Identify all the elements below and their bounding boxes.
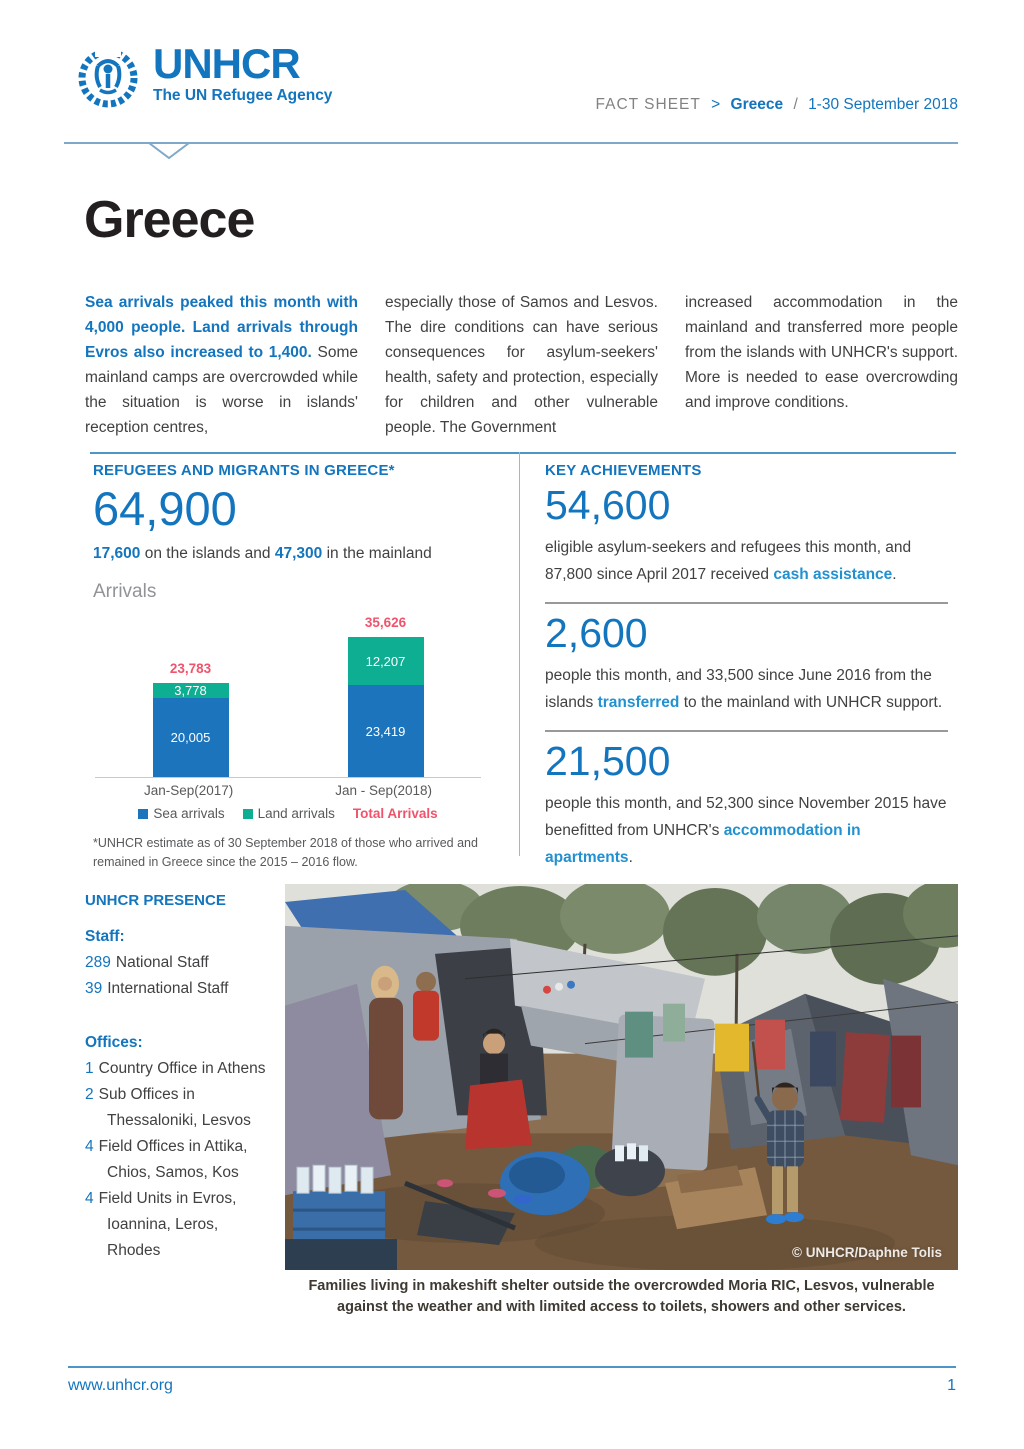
page-title: Greece [84, 191, 255, 249]
caption-line-2: against the weather and with limited access to toilets, showers and other services. [337, 1299, 906, 1315]
unhcr-logo [76, 40, 333, 108]
bar-segment-land-arrivals: 3,778 [153, 683, 229, 698]
intro-col1-rest: Some mainland camps are overcrowded while the situation is worse in islands' reception centres, [85, 344, 358, 436]
stats-top-divider [90, 452, 956, 454]
x-axis-label: Jan - Sep(2018) [335, 783, 433, 798]
mainland-text: in the mainland [322, 545, 432, 562]
office-count: 4 [85, 1190, 94, 1207]
achievement-text-after: to the mainland with UNHCR support. [679, 694, 943, 712]
presence-heading: UNHCR PRESENCE [85, 892, 226, 909]
office-label-cont: Ioannina, Leros, [107, 1216, 219, 1233]
breadcrumb-doc-type: FACT SHEET [595, 96, 701, 113]
legend-swatch-land [243, 809, 253, 819]
arrivals-chart [93, 607, 483, 821]
office-count: 1 [85, 1060, 94, 1077]
cash-assistance-link[interactable]: cash assistance [773, 566, 893, 584]
arrivals-chart-categories [93, 778, 483, 798]
achievement-text-after: . [628, 849, 633, 867]
achievement-text-before: eligible asylum-seekers and refugees this month, and 87,800 since April 2017 received [545, 539, 912, 584]
achievement-value: 54,600 [545, 482, 671, 528]
office-row [85, 1056, 285, 1082]
unhcr-presence-section [85, 888, 285, 1264]
logo-tagline: The UN Refugee Agency [153, 86, 333, 104]
stats-vertical-divider [519, 452, 520, 856]
staff-label: National Staff [115, 954, 209, 971]
caption-line-1: Families living in makeshift shelter outside the overcrowded Moria RIC, Lesvos, vulnerable [308, 1278, 935, 1294]
office-row [85, 1134, 285, 1186]
unhcr-emblem-icon [76, 44, 140, 108]
achievement-text [545, 790, 948, 871]
legend-label-sea: Sea arrivals [153, 806, 225, 821]
office-row [85, 1082, 285, 1134]
office-count: 2 [85, 1086, 94, 1103]
achievement-text-before: people this month, and 52,300 since November 2015 have benefitted from UNHCR's [545, 795, 947, 840]
islands-value: 17,600 [93, 545, 141, 562]
intro-column-2: especially those of Samos and Lesvos. The dire conditions can have serious consequences for asylum-seekers' health, safety and protection, especially for children and other vulnerable people. The Government [385, 294, 658, 436]
x-axis-label: Jan-Sep(2017) [143, 783, 234, 798]
footnote-line-2: remained in Greece since the 2015 – 2016 flow. [93, 855, 358, 869]
arrivals-chart-legend [93, 798, 483, 821]
office-label: Sub Offices in [98, 1086, 195, 1103]
photo-credit: © UNHCR/Daphne Tolis [792, 1245, 942, 1260]
staff-row [85, 976, 285, 1002]
intro-highlight: Sea arrivals peaked this month with 4,000 people. Land arrivals through Evros also increased to 1,400. [85, 294, 358, 361]
office-label-cont: Chios, Samos, Kos [107, 1164, 239, 1181]
office-row [85, 1186, 285, 1264]
office-label: Field Units in Evros, [98, 1190, 237, 1207]
bar-segment-land-arrivals: 12,207 [348, 637, 424, 685]
footer-website-link[interactable]: www.unhcr.org [68, 1377, 173, 1394]
achievement-text-after: . [892, 566, 897, 584]
office-label-cont: Rhodes [107, 1242, 161, 1259]
breadcrumb [596, 96, 958, 114]
achievement-divider [545, 730, 948, 732]
camp-photo [285, 884, 958, 1270]
footer [68, 1377, 956, 1395]
chevron-down-icon [147, 142, 191, 162]
key-achievements-section [545, 462, 948, 888]
breadcrumb-slash: / [793, 96, 798, 113]
footer-divider [68, 1366, 956, 1368]
achievement-text [545, 662, 948, 716]
intro-column-3: increased accommodation in the mainland and transferred more people from the islands with UNHCR's support. More is needed to ease overcrowding and improve conditions. [685, 294, 958, 411]
transferred-link[interactable]: transferred [597, 694, 680, 712]
offices-heading: Offices: [85, 1034, 143, 1051]
legend-label-land: Land arrivals [257, 806, 335, 821]
breadcrumb-country: Greece [730, 96, 784, 113]
bar-column-0 [153, 661, 229, 777]
arrivals-chart-bars [93, 607, 483, 777]
staff-heading: Staff: [85, 928, 125, 945]
office-count: 4 [85, 1138, 94, 1155]
staff-row [85, 950, 285, 976]
refugees-heading: REFUGEES AND MIGRANTS IN GREECE* [93, 462, 395, 479]
chart-footnote [93, 834, 483, 872]
staff-label: International Staff [107, 980, 229, 997]
refugees-total: 64,900 [93, 482, 237, 535]
header-divider [64, 142, 958, 144]
office-label: Country Office in Athens [98, 1060, 266, 1077]
bar-segment-sea-arrivals: 20,005 [153, 698, 229, 777]
intro-column-1 [85, 290, 358, 440]
staff-count: 289 [85, 954, 111, 971]
legend-swatch-sea [138, 809, 148, 819]
achievement-text [545, 534, 948, 588]
breadcrumb-arrow: > [711, 96, 721, 113]
staff-count: 39 [85, 980, 103, 997]
logo-wordmark: UNHCR [153, 40, 300, 87]
islands-text: on the islands and [140, 545, 275, 562]
achievement-divider [545, 602, 948, 604]
achievement-value: 2,600 [545, 610, 648, 657]
page-number: 1 [947, 1377, 956, 1394]
achievements-heading: KEY ACHIEVEMENTS [545, 462, 702, 479]
breadcrumb-period: 1-30 September 2018 [808, 96, 958, 113]
achievement-value: 21,500 [545, 738, 671, 785]
legend-item-sea [138, 806, 224, 821]
photo-caption [285, 1276, 958, 1318]
footnote-line-1: *UNHCR estimate as of 30 September 2018 of those who arrived and [93, 836, 478, 850]
legend-item-land [243, 806, 335, 821]
office-label: Field Offices in Attika, [98, 1138, 248, 1155]
achievement-text-before: people this month, and 33,500 since June 2016 from the islands [545, 667, 932, 712]
bar-total-label: 35,626 [364, 615, 407, 630]
refugees-section [93, 462, 483, 872]
bar-column-1 [348, 615, 424, 777]
intro-text [85, 290, 959, 440]
office-label-cont: Thessaloniki, Lesvos [107, 1112, 251, 1129]
legend-label-total: Total Arrivals [352, 806, 438, 821]
chart-title: Arrivals [93, 581, 157, 602]
bar-segment-sea-arrivals: 23,419 [348, 685, 424, 777]
bar-total-label: 23,783 [169, 661, 212, 676]
camp-photo-illustration [285, 884, 958, 1270]
islands-mainland-line [93, 545, 483, 563]
accommodation-link[interactable]: accommodation in apartments [545, 822, 861, 867]
mainland-value: 47,300 [274, 545, 323, 562]
